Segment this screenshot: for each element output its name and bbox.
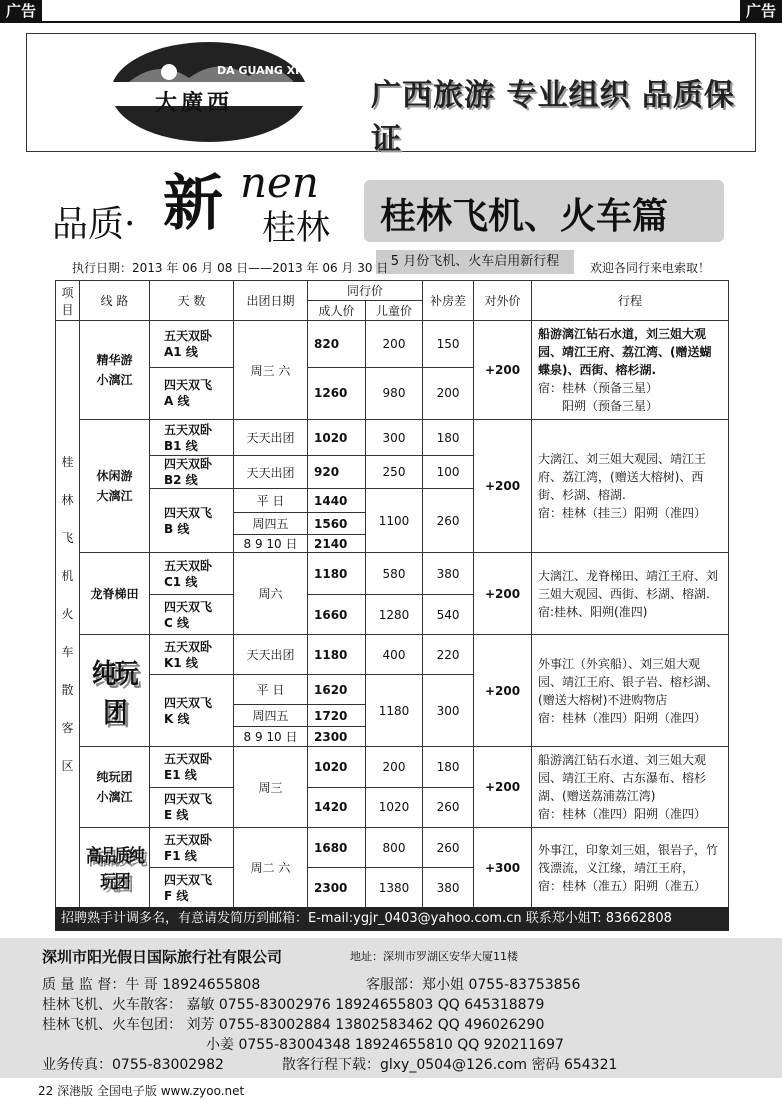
child-b: 1100 (366, 489, 423, 553)
child-c: 1280 (366, 595, 423, 635)
adult-e: 1420 (308, 787, 366, 828)
cat-4: 机 (61, 569, 74, 583)
days-b2: 四天双卧 B2 线 (150, 456, 234, 489)
single-c1: 380 (423, 553, 474, 595)
headline-quality: 品质· (52, 204, 136, 245)
depart-k1: 天天出团 (234, 635, 308, 675)
retail-g3: +200 (474, 553, 532, 635)
days-b1: 五天双卧 B1 线 (150, 420, 234, 456)
days-k: 四天双飞 K 线 (150, 675, 234, 747)
service-contact: 客服部：郑小姐 0755-83753856 (366, 977, 581, 993)
child-b1: 300 (366, 420, 423, 456)
adult-b-weekday: 1440 (308, 489, 366, 513)
days-a1: 五天双卧 A1 线 (150, 321, 234, 368)
footer (0, 938, 782, 1078)
child-e1: 200 (366, 747, 423, 788)
retail-g2: +200 (474, 420, 532, 553)
route-g6 (80, 828, 150, 908)
child-b2: 250 (366, 456, 423, 489)
logo-cn: 大廣西 (155, 91, 234, 116)
cat-9: 区 (61, 759, 74, 773)
itin-g5: 船游漓江钻石水道、刘三姐大观园、靖江王府、古东瀑布、榕杉湖、(赠送荔浦荔江湾) 宿：桂林（准四）阳朔（准四） (532, 747, 729, 828)
quality-contact: 质 量 监 督：牛 哥 18924655808 (42, 977, 261, 993)
route-g6-stamp: 高品质纯玩团 (85, 845, 144, 893)
child-a: 980 (366, 367, 423, 419)
single-k: 300 (423, 675, 474, 747)
depart-g5: 周三 (234, 747, 308, 828)
adult-f: 2300 (308, 868, 366, 908)
itin-g2: 大漓江、刘三姐大观园、靖江王府、荔江湾，(赠送大榕树)、西街、杉湖、榕湖. 宿：桂林（挂三）阳朔（准四） (532, 420, 729, 553)
fax: 业务传真：0755-83002982 (42, 1057, 224, 1073)
days-f: 四天双飞 F 线 (150, 868, 234, 908)
baotuan-contact: 桂林飞机、火车包团： 刘芳 0755-83002884 13802583462 QQ 496026290 (42, 1017, 545, 1033)
adult-a1: 820 (308, 321, 366, 368)
adult-b-holiday: 2140 (308, 535, 366, 553)
route-g4 (80, 635, 150, 747)
route-g4-stamp: 纯玩团 (92, 658, 137, 729)
depart-b-thufri: 周四五 (234, 513, 308, 535)
route-g1: 精华游 小漓江 (80, 321, 150, 420)
cat-8: 客 (61, 721, 74, 735)
depart-k-thufri: 周四五 (234, 705, 308, 727)
company-address: 地址：深圳市罗湖区安华大厦11楼 (350, 950, 518, 963)
single-a1: 150 (423, 321, 474, 368)
logo-en: DA GUANG XI (217, 64, 300, 77)
hdr-retail: 对外价 (474, 281, 532, 321)
route-g3: 龙脊梯田 (80, 553, 150, 635)
days-a: 四天双飞 A 线 (150, 367, 234, 419)
hdr-days: 天 数 (150, 281, 234, 321)
adult-c1: 1180 (308, 553, 366, 595)
single-b1: 180 (423, 420, 474, 456)
retail-g6: +300 (474, 828, 532, 908)
days-f1: 五天双卧 F1 线 (150, 828, 234, 868)
hdr-peer-price: 同行价 (308, 281, 423, 301)
welcome-note: 欢迎各同行来电索取！ (590, 261, 711, 275)
child-c1: 580 (366, 553, 423, 595)
cat-6: 车 (61, 645, 74, 659)
depart-b-weekday: 平 日 (234, 489, 308, 513)
adult-a: 1260 (308, 367, 366, 419)
adult-k-holiday: 2300 (308, 727, 366, 747)
cat-5: 火 (61, 607, 74, 621)
cat-7: 散 (61, 683, 74, 697)
price-table (55, 280, 729, 908)
headline-new: 新 (163, 169, 223, 239)
child-f: 1380 (366, 868, 423, 908)
retail-g5: +200 (474, 747, 532, 828)
itin-g1: 船游漓江钻石水道，刘三姐大观园、靖江王府、荔江湾、(赠送蝴蝶泉)、西街、榕杉湖. 宿：桂林（预备三星） 阳朔（预备三星） (532, 321, 729, 420)
cat-2: 林 (61, 493, 74, 507)
days-e1: 五天双卧 E1 线 (150, 747, 234, 788)
child-a1: 200 (366, 321, 423, 368)
adult-k-thufri: 1720 (308, 705, 366, 727)
route-g2: 休闲游 大漓江 (80, 420, 150, 553)
adult-b1: 1020 (308, 420, 366, 456)
single-e1: 180 (423, 747, 474, 788)
single-e: 260 (423, 787, 474, 828)
single-f1: 260 (423, 828, 474, 868)
itin-g4: 外事江（外宾船）、刘三姐大观园、靖江王府、银子岩、榕杉湖、(赠送大榕树)不进购物店 宿：桂林（准四）阳朔（准四） (532, 635, 729, 747)
hdr-adult: 成人价 (308, 301, 366, 321)
depart-b2: 天天出团 (234, 456, 308, 489)
child-e: 1020 (366, 787, 423, 828)
itin-g6: 外事江，印象刘三姐，银岩子，竹筏漂流，义江缘，靖江王府， 宿：桂林（准五）阳朔（准五） (532, 828, 729, 908)
new-trip-note: 5 月份飞机、火车启用新行程 (376, 250, 574, 274)
days-e: 四天双飞 E 线 (150, 787, 234, 828)
single-c: 540 (423, 595, 474, 635)
itin-g3: 大漓江、龙脊梯田、靖江王府、刘三姐大观园、西街、杉湖、榕湖. 宿:桂林、阳朔(准四) (532, 553, 729, 635)
cat-3: 飞 (61, 531, 74, 545)
child-k1: 400 (366, 635, 423, 675)
adult-k-weekday: 1620 (308, 675, 366, 705)
exec-date: 执行日期：2013 年 06 月 08 日——2013 年 06 月 30 日 (72, 261, 389, 275)
adult-f1: 1680 (308, 828, 366, 868)
days-c1: 五天双卧 C1 线 (150, 553, 234, 595)
adult-b-thufri: 1560 (308, 513, 366, 535)
adult-k1: 1180 (308, 635, 366, 675)
hdr-itinerary: 行程 (532, 281, 729, 321)
ad-tag-right: 广告 (740, 0, 782, 22)
days-b: 四天双飞 B 线 (150, 489, 234, 553)
adult-b2: 920 (308, 456, 366, 489)
title-box (364, 180, 724, 242)
route-g5: 纯玩团 小漓江 (80, 747, 150, 828)
depart-k-holiday: 8 9 10 日 (234, 727, 308, 747)
recruit-banner: 招聘熟手计调多名，有意请发简历到邮箱：E-mail:ygjr_0403@yahoo.com.cn 联系郑小姐T: 83662808 (55, 907, 729, 931)
sanke-contact: 桂林飞机、火车散客： 嘉敏 0755-83002976 18924655803 QQ 645318879 (42, 997, 545, 1013)
hdr-single: 补房差 (423, 281, 474, 321)
top-divider (0, 21, 782, 23)
single-k1: 220 (423, 635, 474, 675)
page-title: 桂林飞机、火车篇 (380, 196, 669, 237)
hdr-depart: 出团日期 (234, 281, 308, 321)
download-info: 散客行程下载：glxy_0504@126.com 密码 654321 (282, 1057, 618, 1073)
ad-tag-left: 广告 (0, 0, 42, 22)
adult-c: 1660 (308, 595, 366, 635)
headline-guilin: 桂林 (262, 208, 330, 248)
depart-g3: 周六 (234, 553, 308, 635)
child-k: 1180 (366, 675, 423, 747)
days-k1: 五天双卧 K1 线 (150, 635, 234, 675)
page-footer: 22 深港版 全国电子版 www.zyoo.net (38, 1084, 245, 1098)
single-b: 260 (423, 489, 474, 553)
hdr-child: 儿童价 (366, 301, 423, 321)
depart-b-holiday: 8 9 10 日 (234, 535, 308, 553)
adult-e1: 1020 (308, 747, 366, 788)
single-f: 380 (423, 868, 474, 908)
depart-g6: 周二 六 (234, 828, 308, 908)
single-a: 200 (423, 367, 474, 419)
days-c: 四天双飞 C 线 (150, 595, 234, 635)
depart-k-weekday: 平 日 (234, 675, 308, 705)
banner-box (26, 33, 756, 157)
headline-en: nen (240, 158, 319, 207)
retail-g1: +200 (474, 321, 532, 420)
company-name: 深圳市阳光假日国际旅行社有限公司 (42, 948, 283, 966)
cat-1: 桂 (61, 455, 74, 469)
hdr-route: 线 路 (80, 281, 150, 321)
hdr-item: 项目 (56, 281, 80, 321)
category-column (56, 321, 80, 908)
depart-g1: 周三 六 (234, 321, 308, 420)
xiaojiang-contact: 小姜 0755-83004348 18924655810 QQ 920211697 (206, 1037, 564, 1053)
depart-b1: 天天出团 (234, 420, 308, 456)
retail-g4: +200 (474, 635, 532, 747)
child-f1: 800 (366, 828, 423, 868)
single-b2: 100 (423, 456, 474, 489)
slogan: 广西旅游 专业组织 品质保证 (371, 78, 735, 157)
